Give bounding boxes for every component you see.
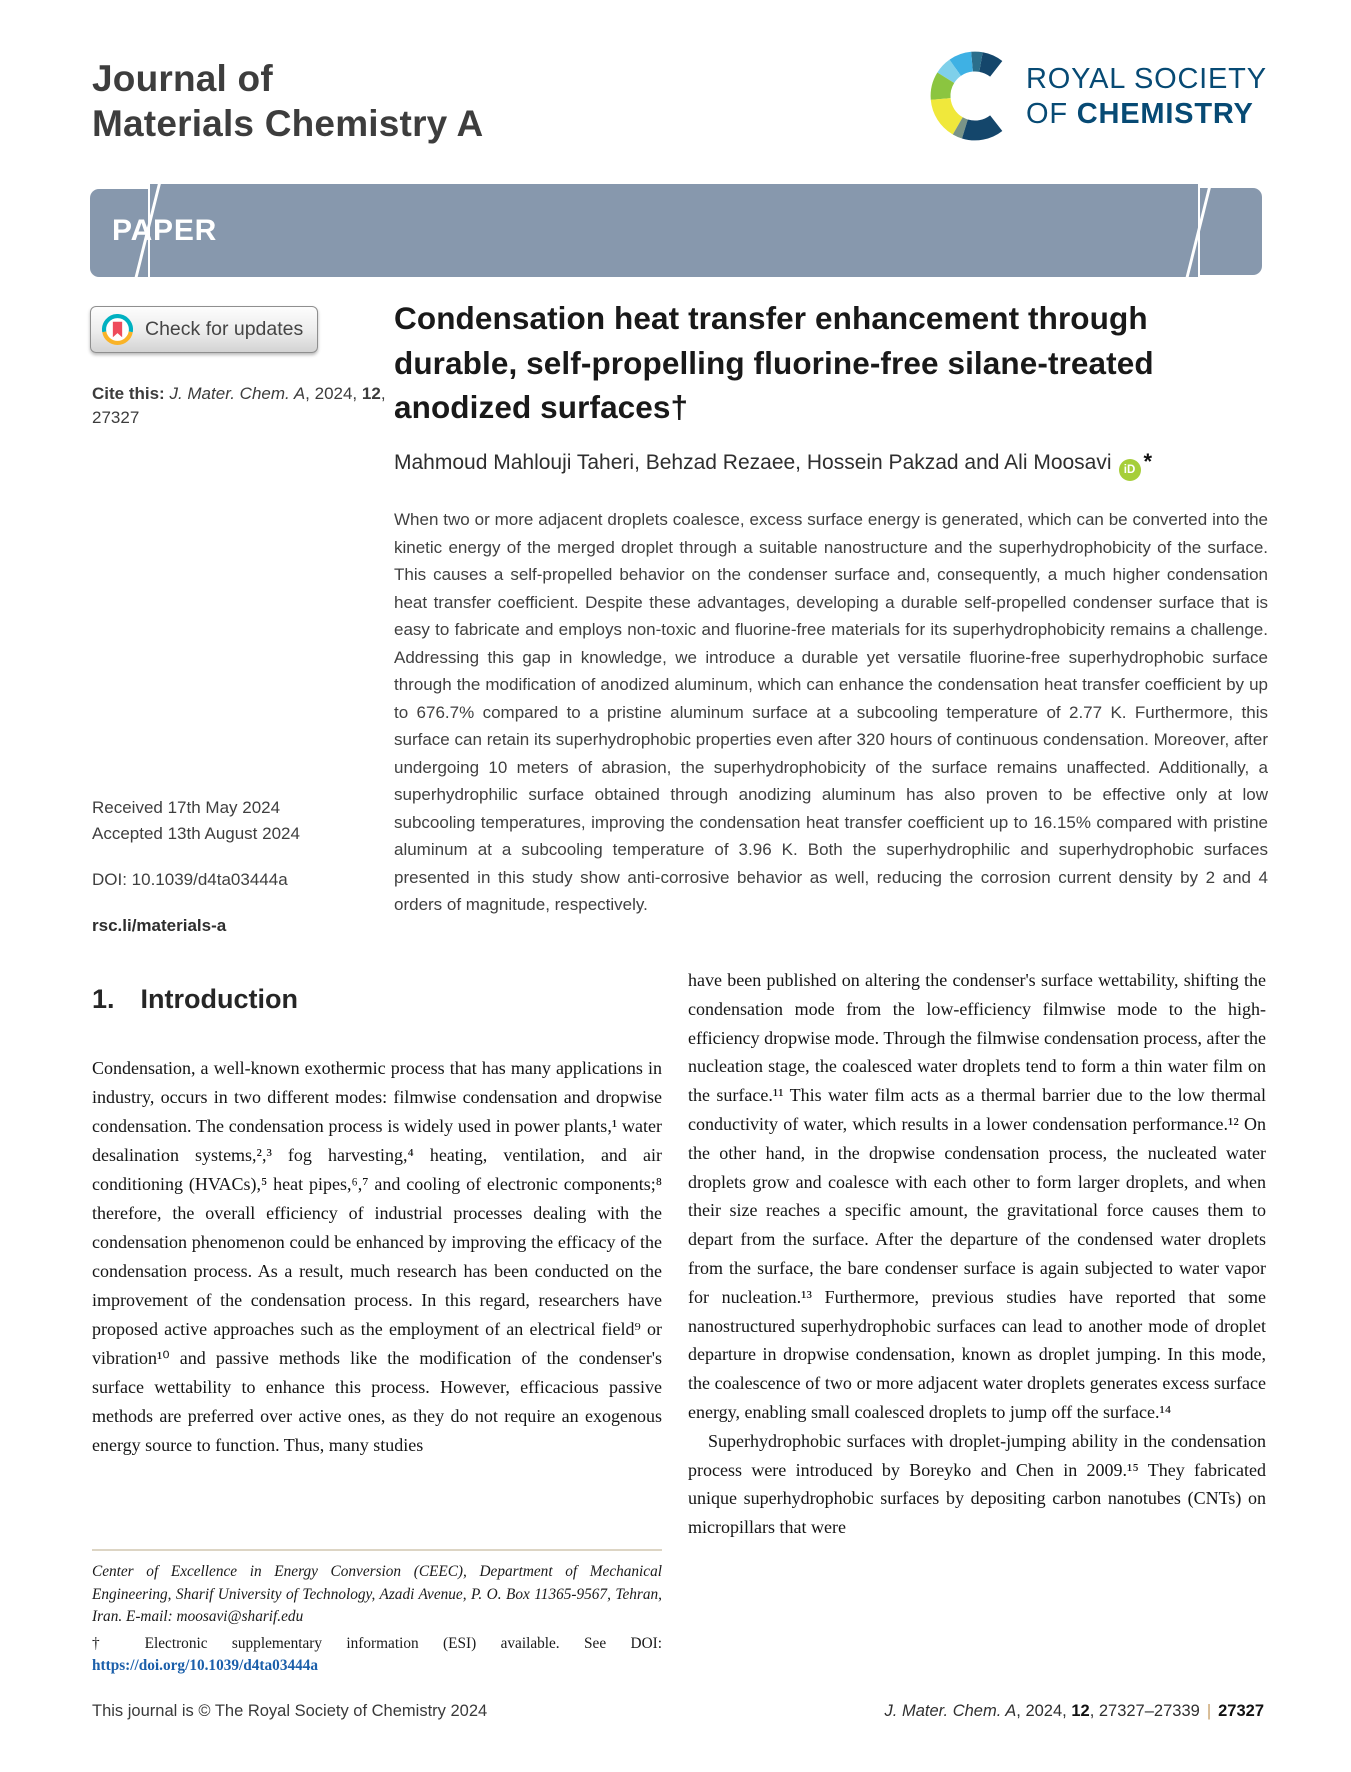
banner-cap-right xyxy=(1200,188,1262,275)
esi-doi-link[interactable]: https://doi.org/10.1039/d4ta03444a xyxy=(92,1657,319,1674)
esi-footnote: † Electronic supplementary information (ESI) available. See DOI: xyxy=(92,1635,662,1652)
affiliation-footnote: Center of Excellence in Energy Conversion (CEEC), Department of Mechanical Engineering, Sharif University of Technology, Azadi Avenue, P. O. Box 11365-9567, Tehran, Iran. E-mail: moosavi@sharif.edu xyxy=(92,1563,662,1626)
doi-text: DOI: 10.1039/d4ta03444a xyxy=(92,870,288,889)
intro-left-column: Condensation, a well-known exothermic process that has many applications in industry, occurs in two different modes: filmwise condensation and dropwise condensation. The condensation process is widely used in power plants,¹ water desalination systems,²,³ fog harvesting,⁴ heating, ventilation, and air conditioning (HVACs),⁵ heat pipes,⁶,⁷ and cooling of electronic components;⁸ therefore, the overall efficiency of industrial processes dealing with the condensation phenomenon could be enhanced by improving the efficacy of the condensation process. As a result, much research has been conducted on the improvement of the condensation process. In this regard, researchers have proposed active approaches such as the employment of an electrical field⁹ or vibration¹⁰ and passive methods like the modification of the condenser's surface wettability to enhance this process. However, efficacious passive methods are preferred over active ones, as they do not require an exogenous energy source to function. Thus, many studies xyxy=(92,1058,662,1455)
footer-copyright: This journal is © The Royal Society of Chemistry 2024 xyxy=(92,1702,488,1720)
publisher-line1: ROYAL SOCIETY xyxy=(1026,63,1267,95)
citation-info xyxy=(92,382,402,430)
accepted-date: Accepted 13th August 2024 xyxy=(92,824,300,843)
received-date: Received 17th May 2024 xyxy=(92,798,281,817)
author-names: Mahmoud Mahlouji Taheri, Behzad Rezaee, Hossein Pakzad and Ali Moosavi xyxy=(394,451,1112,474)
corresponding-author-marker: * xyxy=(1143,449,1153,474)
footer-separator: | xyxy=(1206,1702,1212,1720)
journal-title-line1: Journal of xyxy=(92,58,273,99)
journal-title xyxy=(92,56,483,146)
intro-right-column xyxy=(688,966,1266,1542)
footnote-divider xyxy=(92,1549,662,1551)
footer-page-number: 27327 xyxy=(1218,1702,1264,1720)
check-for-updates-button[interactable] xyxy=(90,306,318,353)
publisher-line2: OF CHEMISTRY xyxy=(1026,98,1254,130)
crossmark-icon xyxy=(102,314,133,345)
publisher-name xyxy=(1026,62,1267,132)
section-title: Introduction xyxy=(140,984,298,1014)
author-list xyxy=(394,449,1268,481)
article-type-label: PAPER xyxy=(112,213,218,247)
intro-right-paragraph-2: Superhydrophobic surfaces with droplet-jumping ability in the condensation process were introduced by Boreyko and Chen in 2009.¹⁵ They fabricated unique superhydrophobic surfaces by depositing carbon nanotubes (CNTs) on micropillars that were xyxy=(688,1430,1266,1538)
section-heading-introduction xyxy=(92,984,298,1015)
section-number: 1. xyxy=(92,984,115,1014)
citation-line2: 27327 xyxy=(92,408,140,427)
check-for-updates-label: Check for updates xyxy=(145,318,304,340)
citation-line1: Cite this: J. Mater. Chem. A, 2024, 12, xyxy=(92,384,386,403)
rsc-logo-icon xyxy=(928,48,1022,144)
abstract-text: When two or more adjacent droplets coalesce, excess surface energy is generated, which can be converted into the kinetic energy of the merged droplet through a suitable nanostructure and the superhydrophobicity of the surface. This causes a self-propelled behavior on the condenser surface and, consequently, a much higher condensation heat transfer coefficient. Despite these advantages, developing a durable self-propelled condenser surface that is easy to fabricate and employs non-toxic and fluorine-free materials for its superhydrophobicity remains a challenge. Addressing this gap in knowledge, we introduce a durable yet versatile fluorine-free superhydrophobic surface through the modification of anodized aluminum, which can enhance the condensation heat transfer coefficient by up to 676.7% compared to a pristine aluminum surface at a subcooling temperature of 2.77 K. Furthermore, this surface can retain its superhydrophobic properties even after 320 hours of continuous condensation. Moreover, after undergoing 10 meters of abrasion, the superhydrophobicity of the surface remains unaffected. Additionally, a superhydrophilic surface obtained through anodizing aluminum has also proven to be effective only at low subcooling temperatures, improving the condensation heat transfer coefficient up to 16.15% compared with pristine aluminum at a subcooling temperature of 3.96 K. Both the superhydrophilic and superhydrophobic surfaces presented in this study show anti-corrosive behavior as well, reducing the corrosion current density by 2 and 4 orders of magnitude, respectively. xyxy=(394,510,1268,914)
journal-title-line2: Materials Chemistry A xyxy=(92,103,484,144)
orcid-icon[interactable]: iD xyxy=(1119,459,1141,481)
intro-right-paragraph-1: have been published on altering the condenser's surface wettability, shifting the condensation mode from the low-efficiency filmwise mode to the high-efficiency dropwise mode. Through the filmwise condensation process, after the nucleation stage, the coalesced water droplets tend to form a thin water film on the surface.¹¹ This water film acts as a thermal barrier due to the low thermal conductivity of water, which results in a lower condensation performance.¹² On the other hand, in the dropwise condensation process, the nucleated water droplets grow and coalesce with each other to form larger droplets, and when their size reaches a specific amount, the gravitational force causes them to depart from the surface. After the departure of the condensed water droplets from the surface, the bare condenser surface is again subjected to water vapor for nucleation.¹³ Furthermore, previous studies have reported that some nanostructured superhydrophobic surfaces can lead to another mode of droplet departure in dropwise condensation, known as droplet jumping. In this mode, the coalescence of two or more adjacent water droplets generates excess surface energy, enabling small coalesced droplets to jump off the surface.¹⁴ xyxy=(688,970,1266,1422)
journal-link[interactable]: rsc.li/materials-a xyxy=(92,916,227,935)
page-title: Condensation heat transfer enhancement through durable, self-propelling fluorine-free silane-treated anodized surfaces† xyxy=(394,300,1154,425)
footer-citation: J. Mater. Chem. A, 2024, 12, 27327–27339 | 27327 xyxy=(884,1702,1264,1720)
banner-bar xyxy=(150,184,1198,277)
